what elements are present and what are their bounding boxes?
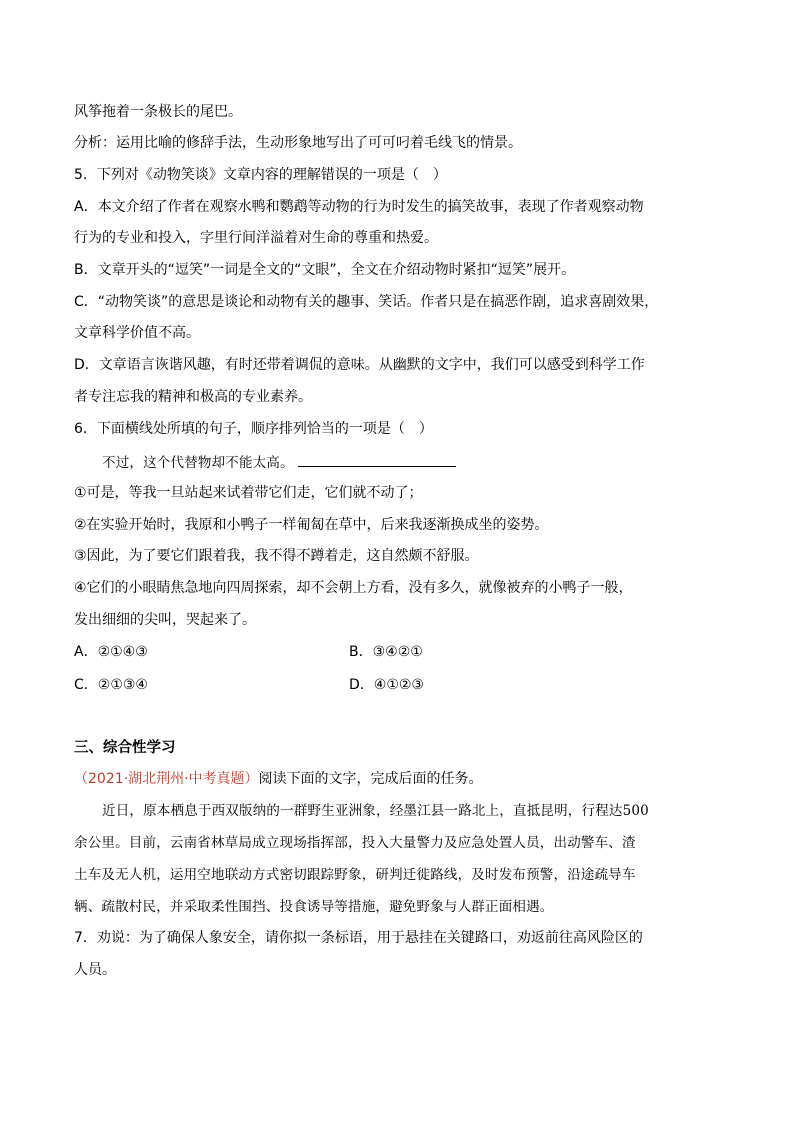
passage-line-1: 近日，原本栖息于西双版纳的一群野生亚洲象，经墨江县一路北上，直抵昆明，行程达500 bbox=[102, 803, 649, 819]
question-5-option-a-cont: 行为的专业和投入，字里行间洋溢着对生命的尊重和热爱。 bbox=[74, 230, 438, 246]
question-7-cont: 人员。 bbox=[74, 962, 116, 978]
answer-blank bbox=[298, 452, 456, 467]
question-5-option-a: A．本文介绍了作者在观察水鸭和鹦鹉等动物的行为时发生的搞笑故事，表现了作者观察动物 bbox=[74, 199, 644, 215]
question-6-sentence-1: ①可是，等我一旦站起来试着带它们走，它们就不动了； bbox=[74, 485, 423, 501]
question-6-option-b: B．③④②① bbox=[349, 644, 423, 660]
source-tag: 2021·湖北荆州·中考真题 bbox=[88, 771, 245, 787]
question-5: 5．下列对《动物笑谈》文章内容的理解错误的一项是（ ） bbox=[74, 167, 447, 183]
question-6-option-d: D．④①②③ bbox=[349, 677, 424, 693]
question-7: 7．劝说：为了确保人象安全，请你拟一条标语，用于悬挂在关键路口，劝返前往高风险区的 bbox=[74, 930, 643, 946]
section-heading: 三、综合性学习 bbox=[74, 740, 176, 756]
question-6-sentence-2: ②在实验开始时，我原和小鸭子一样匍匐在草中，后来我逐渐换成坐的姿势。 bbox=[74, 517, 549, 533]
question-5-option-d: D．文章语言诙谐风趣，有时还带着调侃的意味。从幽默的文字中，我们可以感受到科学工作 bbox=[74, 357, 645, 373]
question-6-option-a: A．②①④③ bbox=[74, 644, 148, 660]
question-6: 6．下面横线处所填的句子，顺序排列恰当的一项是（ ） bbox=[74, 421, 433, 437]
source-close: ） bbox=[244, 771, 259, 787]
question-5-option-b: B．文章开头的“逗笑”一词是全文的“文眼”，全文在介绍动物时紧扣“逗笑”展开。 bbox=[74, 262, 576, 278]
passage-line-3: 土车及无人机，运用空地联动方式密切跟踪野象，研判迁徙路线，及时发布预警，沿途疏导车 bbox=[74, 867, 636, 883]
question-5-option-d-cont: 者专注忘我的精神和极高的专业素养。 bbox=[74, 389, 312, 405]
text-line: 风筝拖着一条极长的尾巴。 bbox=[74, 104, 242, 120]
source-open: （ bbox=[74, 771, 88, 787]
question-6-sentence-3: ③因此，为了要它们跟着我，我不得不蹲着走，这自然颇不舒服。 bbox=[74, 548, 479, 564]
analysis-line: 分析：运用比喻的修辞手法，生动形象地写出了可可叼着毛线飞的情景。 bbox=[74, 135, 522, 151]
question-5-option-c-cont: 文章科学价值不高。 bbox=[74, 325, 200, 341]
question-6-lead-text: 不过，这个代替物却不能太高。 bbox=[102, 455, 294, 471]
question-6-lead bbox=[102, 452, 762, 472]
question-5-option-c: C．“动物笑谈”的意思是谈论和动物有关的趣事、笑话。作者只是在搞恶作剧，追求喜剧效果， bbox=[74, 294, 659, 310]
question-6-sentence-4-cont: 发出细细的尖叫，哭起来了。 bbox=[74, 612, 256, 628]
question-6-sentence-4: ④它们的小眼睛焦急地向四周探索，却不会朝上方看，没有多久，就像被弃的小鸭子一般， bbox=[74, 580, 633, 596]
source-line bbox=[74, 770, 734, 788]
source-instruction: 阅读下面的文字，完成后面的任务。 bbox=[258, 771, 483, 787]
passage-line-2: 余公里。目前，云南省林草局成立现场指挥部，投入大量警力及应急处置人员，出动警车、渣 bbox=[74, 835, 636, 851]
passage-line-4: 辆、疏散村民，并采取柔性围挡、投食诱导等措施，避免野象与人群正面相遇。 bbox=[74, 899, 554, 915]
question-6-option-c: C．②①③④ bbox=[74, 677, 148, 693]
